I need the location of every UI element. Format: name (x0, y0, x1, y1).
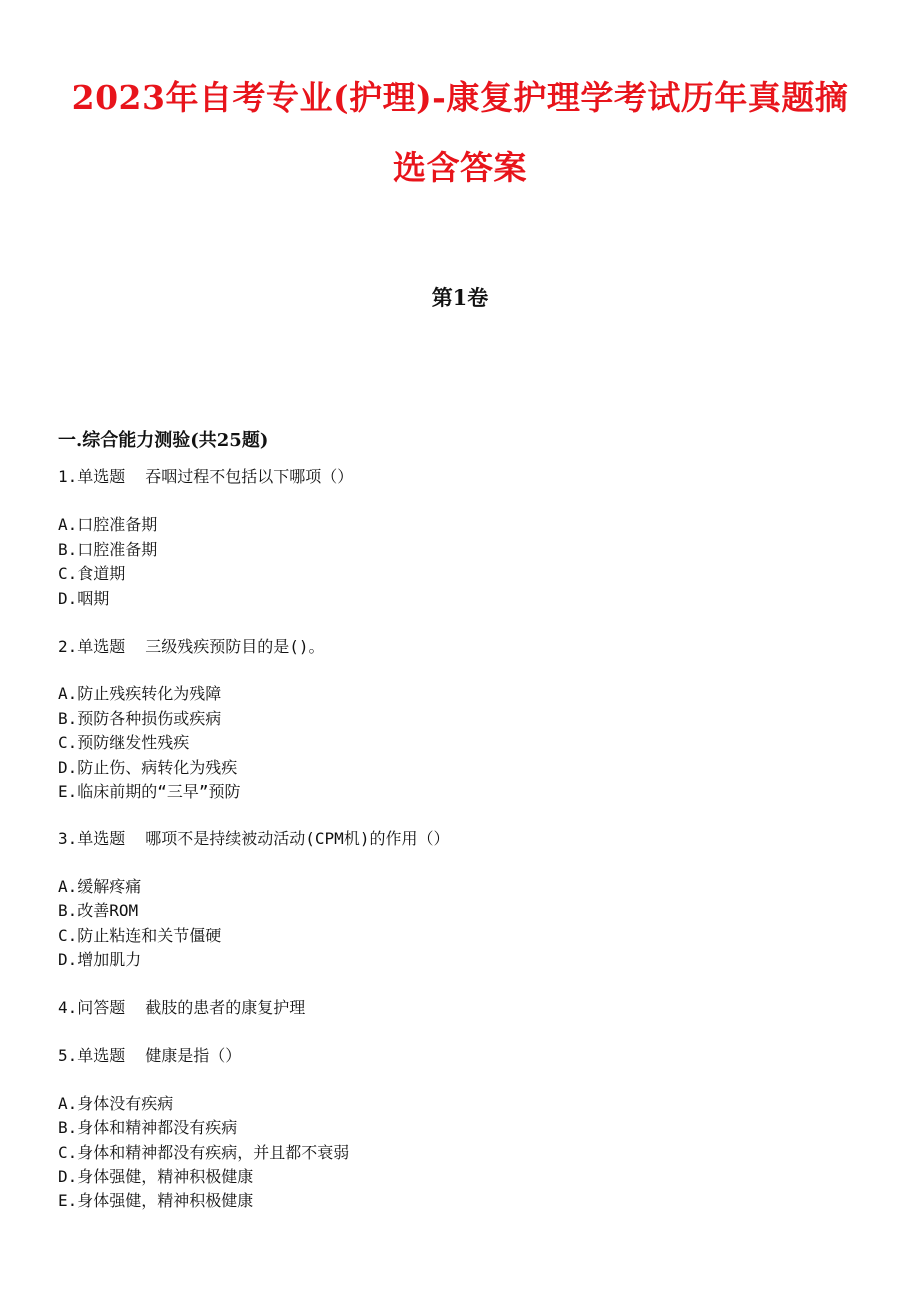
question-3 (58, 828, 449, 850)
question-5 (58, 1045, 241, 1067)
question-3-option-a: A.缓解疼痛 (58, 877, 142, 896)
question-1-type: 1.单选题 (58, 467, 126, 486)
question-4-stem: 截肢的患者的康复护理 (145, 998, 306, 1017)
question-1-stem: 吞咽过程不包括以下哪项（） (145, 467, 354, 486)
question-2-option-a: A.防止残疾转化为残障 (58, 684, 222, 703)
question-5-option-a: A.身体没有疾病 (58, 1094, 174, 1113)
question-5-option-b: B.身体和精神都没有疾病 (58, 1118, 238, 1137)
question-2-option-e: E.临床前期的“三早”预防 (58, 782, 241, 801)
section-heading: 一.综合能力测验(共25题) (58, 430, 269, 451)
question-5-stem: 健康是指（） (145, 1046, 242, 1065)
question-2-option-c: C.预防继发性残疾 (58, 733, 190, 752)
question-3-option-b: B.改善ROM (58, 901, 139, 920)
question-3-type: 3.单选题 (58, 829, 126, 848)
question-4-type: 4.问答题 (58, 998, 126, 1017)
question-4 (58, 997, 305, 1019)
question-2-option-d: D.防止伤、病转化为残疾 (58, 758, 238, 777)
question-1-option-a: A.口腔准备期 (58, 515, 158, 534)
question-2-option-b: B.预防各种损伤或疾病 (58, 709, 222, 728)
question-1 (58, 466, 353, 488)
question-3-stem: 哪项不是持续被动活动(CPM机)的作用（） (145, 829, 450, 848)
volume-heading: 第1卷 (431, 285, 489, 310)
question-1-option-b: B.口腔准备期 (58, 540, 158, 559)
question-5-option-e: E.身体强健，精神积极健康 (58, 1191, 254, 1210)
question-5-type: 5.单选题 (58, 1046, 126, 1065)
question-1-option-c: C.食道期 (58, 564, 126, 583)
question-2 (58, 636, 325, 658)
question-5-option-d: D.身体强健，精神积极健康 (58, 1167, 254, 1186)
document-title-line1: 2023年自考专业(护理)-康复护理学考试历年真题摘 (71, 78, 849, 117)
question-1-option-d: D.咽期 (58, 589, 110, 608)
question-2-stem: 三级残疾预防目的是()。 (145, 637, 325, 656)
document-title-line2: 选含答案 (393, 148, 527, 187)
question-2-type: 2.单选题 (58, 637, 126, 656)
question-3-option-c: C.防止粘连和关节僵硬 (58, 926, 222, 945)
question-5-option-c: C.身体和精神都没有疾病，并且都不衰弱 (58, 1143, 350, 1162)
question-3-option-d: D.增加肌力 (58, 950, 142, 969)
